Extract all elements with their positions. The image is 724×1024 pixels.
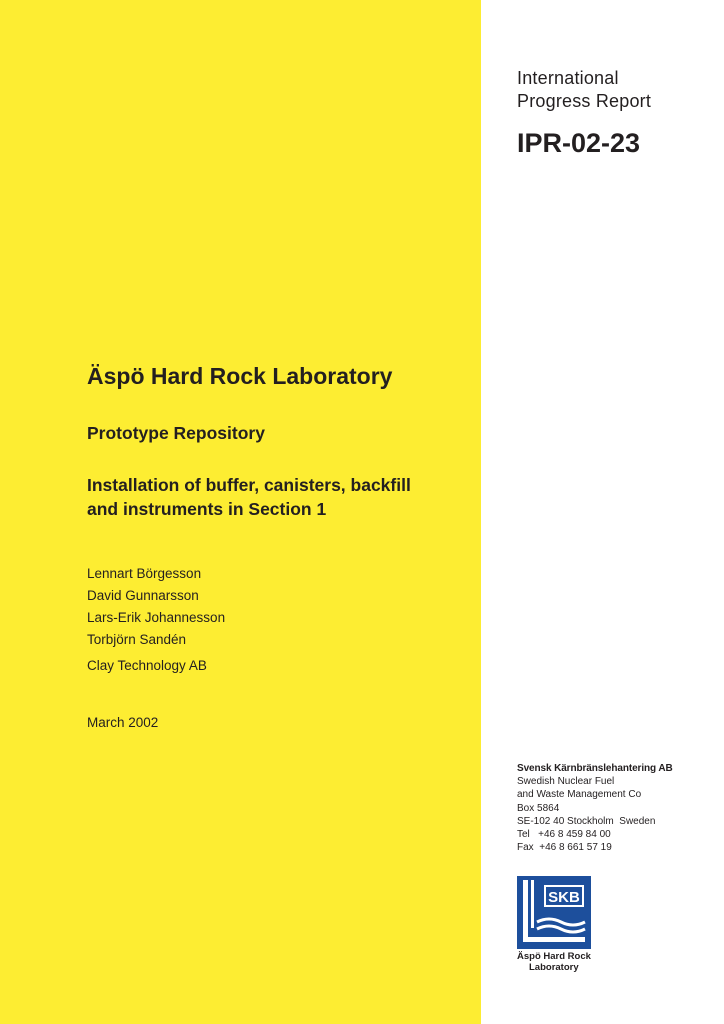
report-title-line1: Installation of buffer, canisters, backfill: [87, 475, 411, 495]
publisher-line: Swedish Nuclear Fuel: [517, 776, 615, 788]
main-title: Äspö Hard Rock Laboratory: [87, 363, 393, 389]
report-number: IPR-02-23: [517, 128, 641, 158]
publisher-line: SE-102 40 Stockholm Sweden: [517, 815, 656, 827]
logo-caption-line2: Laboratory: [529, 962, 579, 973]
subtitle: Prototype Repository: [87, 423, 265, 443]
publisher-line: and Waste Management Co: [517, 789, 642, 801]
publisher-fax: Fax +46 8 661 57 19: [517, 842, 612, 854]
author-organization: Clay Technology AB: [87, 658, 207, 673]
publisher-address: [517, 762, 717, 854]
publisher-line: Box 5864: [517, 802, 560, 814]
report-title-line2: and instruments in Section 1: [87, 499, 327, 519]
author-name: Lennart Börgesson: [87, 566, 202, 581]
publisher-phone: Tel +46 8 459 84 00: [517, 829, 611, 841]
report-title: [87, 473, 477, 521]
report-date: March 2002: [87, 715, 159, 730]
logo-caption-line1: Äspö Hard Rock: [517, 951, 591, 962]
author-list: [87, 563, 225, 651]
publisher-name: Svensk Kärnbränslehantering AB: [517, 763, 673, 774]
skb-logo-icon: [517, 876, 591, 949]
skb-logo-text: SKB: [548, 889, 580, 906]
author-name: Torbjörn Sandén: [87, 632, 187, 647]
logo-caption: [517, 951, 607, 973]
report-type-line1: International: [517, 68, 619, 88]
report-type: [517, 67, 717, 113]
report-type-line2: Progress Report: [517, 91, 652, 111]
author-name: David Gunnarsson: [87, 588, 199, 603]
author-name: Lars-Erik Johannesson: [87, 610, 226, 625]
